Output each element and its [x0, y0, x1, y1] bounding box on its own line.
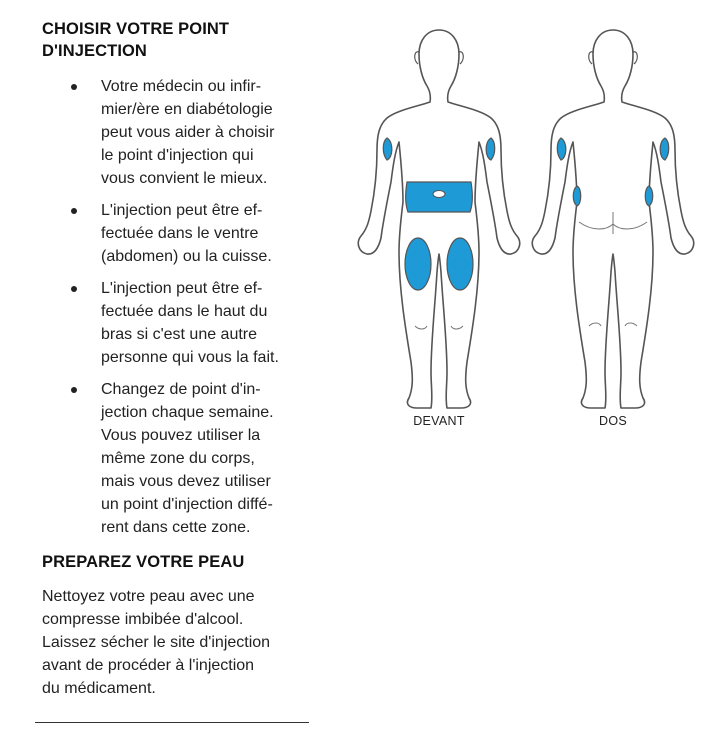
navel-icon: [433, 191, 445, 198]
injection-sites-figure: [355, 18, 705, 438]
bullet-icon: [71, 84, 77, 90]
list-item: [42, 277, 312, 369]
bullet-icon: [71, 208, 77, 214]
back-body: [532, 30, 693, 408]
bullet-text: Changez de point d'in- jection chaque semaine. Vous pouvez utiliser la même zone du corps, mais vous devez utiliser un point d'injection diffé- rent dans cette zone.: [101, 381, 274, 536]
back-right-arm-zone: [660, 138, 669, 160]
front-right-thigh-zone: [447, 238, 473, 290]
prepare-skin-text: Nettoyez votre peau avec une compresse imbibée d'alcool. Laissez sécher le site d'injection avant de procéder à l'injection du médicament.: [42, 588, 271, 697]
back-label: DOS: [599, 414, 627, 428]
back-left-flank-zone: [573, 186, 581, 206]
front-left-arm-zone: [383, 138, 392, 160]
bullet-icon: [71, 286, 77, 292]
front-right-arm-zone: [486, 138, 495, 160]
body-diagram: [355, 18, 705, 413]
list-item: [42, 378, 312, 539]
back-left-arm-zone: [557, 138, 566, 160]
section-title-choose-site: CHOISIR VOTRE POINT D'INJECTION: [42, 20, 230, 60]
list-item: [42, 75, 312, 190]
bottom-divider: [35, 722, 309, 723]
bullet-text: L'injection peut être ef- fectuée dans le haut du bras si c'est une autre personne qui vous la fait.: [101, 280, 279, 366]
front-left-thigh-zone: [405, 238, 431, 290]
section-title-prepare-skin: PREPAREZ VOTRE PEAU: [42, 553, 245, 571]
bullet-icon: [71, 387, 77, 393]
front-label: DEVANT: [413, 414, 465, 428]
bullet-text: L'injection peut être ef- fectuée dans le ventre (abdomen) ou la cuisse.: [101, 202, 272, 265]
list-item: [42, 199, 312, 268]
front-body: [358, 30, 519, 408]
bullet-text: Votre médecin ou infir- mier/ère en diabétologie peut vous aider à choisir le point d'injection qui vous convient le mieux.: [101, 78, 275, 187]
back-right-flank-zone: [645, 186, 653, 206]
injection-site-bullets: [42, 75, 312, 539]
instructions-column: [42, 18, 312, 700]
